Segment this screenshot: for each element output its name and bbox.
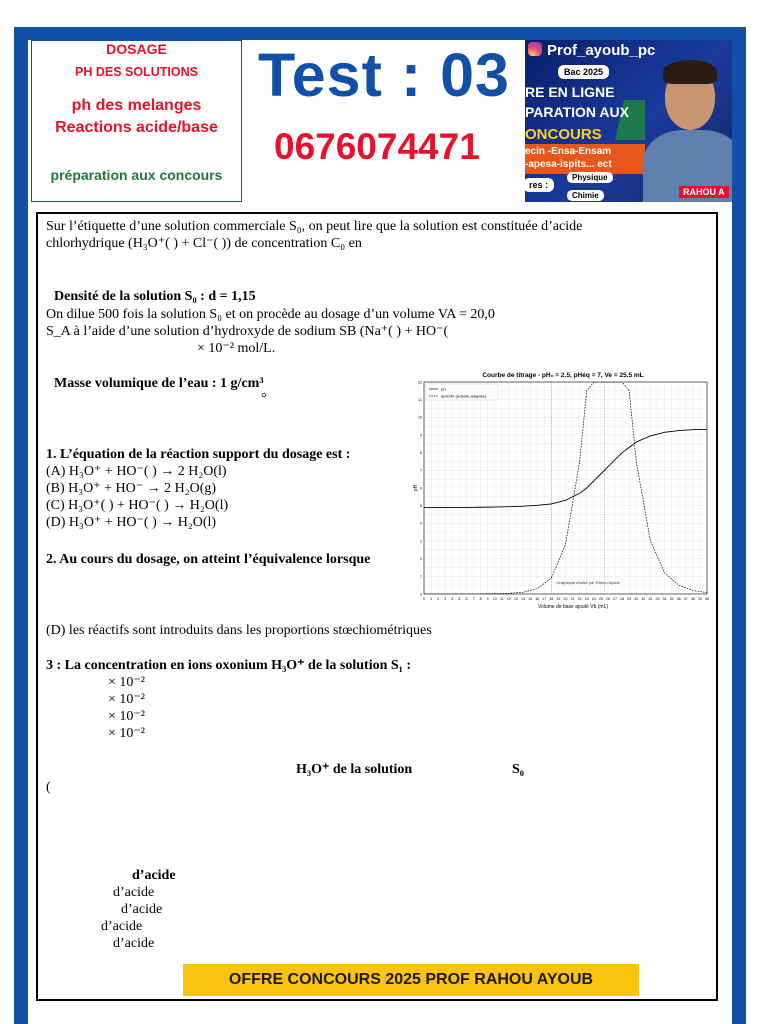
x-tick-label: 39 xyxy=(697,597,702,601)
x-tick-label: 38 xyxy=(690,597,695,601)
phone-number: 0676074471 xyxy=(274,126,480,167)
person-hair xyxy=(663,60,717,84)
intro-line-1: Sur l’étiquette d’une solution commerciale S₀, on peut lire que la solution est constituée d’acide xyxy=(46,219,583,234)
banner-res-badge: res : xyxy=(525,178,554,192)
x-tick-label: 6 xyxy=(465,597,468,601)
x-tick-label: 11 xyxy=(499,597,504,601)
banner-physique-badge: Physique xyxy=(567,172,613,183)
x-tick-label: 36 xyxy=(676,597,681,601)
x-tick-label: 13 xyxy=(513,597,518,601)
x-tick-label: 5 xyxy=(458,597,461,601)
y-tick-label: 2 xyxy=(420,556,422,561)
question-4-part-1: H₃O⁺ de la solution xyxy=(296,762,413,777)
chart-ylabel: pH xyxy=(413,484,419,492)
x-tick-label: 26 xyxy=(605,597,610,601)
y-tick-label: 1 xyxy=(420,574,422,579)
x-tick-label: 10 xyxy=(492,597,497,601)
y-tick-label: 10 xyxy=(418,415,422,420)
x-tick-label: 9 xyxy=(486,597,489,601)
x-tick-label: 40 xyxy=(705,597,709,601)
x-tick-label: 29 xyxy=(627,597,632,601)
x-tick-label: 34 xyxy=(662,597,667,601)
x-tick-label: 15 xyxy=(528,597,533,601)
y-tick-label: 5 xyxy=(420,503,422,508)
chart-ticks xyxy=(418,380,709,601)
q1-option-a: (A) H₃O⁺ + HO⁻( ) → 2 H₂O(l) xyxy=(46,464,227,479)
x-tick-label: 25 xyxy=(598,597,603,601)
acid-line-3: d’acide xyxy=(101,919,143,934)
x-tick-label: 33 xyxy=(655,597,660,601)
banner-line-1: RE EN LIGNE xyxy=(525,84,615,100)
x-tick-label: 28 xyxy=(620,597,625,601)
q1-option-b: (B) H₃O⁺ + HO⁻ → 2 H₂O(g) xyxy=(46,481,217,496)
topic-line-5: préparation aux concours xyxy=(50,167,223,183)
y-tick-label: 3 xyxy=(420,539,422,544)
x-tick-label: 24 xyxy=(591,597,596,601)
legend-label: dpH/dV (échelle adaptée) xyxy=(441,393,487,399)
chart-legend xyxy=(426,384,498,400)
acid-line-2: d’acide xyxy=(121,902,163,917)
x-tick-label: 27 xyxy=(613,597,618,601)
x-tick-label: 12 xyxy=(506,597,511,601)
banner-chimie-badge: Chimie xyxy=(567,190,604,201)
acid-line-4: d’acide xyxy=(113,936,155,951)
degree-symbol: ° xyxy=(261,391,267,406)
x-tick-label: 4 xyxy=(451,597,454,601)
x-tick-label: 22 xyxy=(577,597,582,601)
y-tick-label: 7 xyxy=(420,468,422,473)
q3-option-c: × 10⁻² xyxy=(108,709,145,724)
x-tick-label: 1 xyxy=(430,597,433,601)
chart-grid xyxy=(424,382,707,594)
x-tick-label: 23 xyxy=(584,597,589,601)
q1-option-c: (C) H₃O⁺( ) + HO⁻( ) → H₂O(l) xyxy=(46,498,229,513)
dilution-line-3: × 10⁻² mol/L. xyxy=(197,341,276,356)
banner-handle: Prof_ayoub_pc xyxy=(547,42,656,59)
q1-option-d: (D) H₃O⁺ + HO⁻( ) → H₂O(l) xyxy=(46,515,217,530)
x-tick-label: 37 xyxy=(683,597,688,601)
x-tick-label: 7 xyxy=(472,597,475,601)
y-tick-label: 6 xyxy=(420,486,422,491)
titration-chart xyxy=(413,368,713,612)
acid-line-0: d’acide xyxy=(132,868,176,883)
topic-card xyxy=(31,40,242,202)
question-2: 2. Au cours du dosage, on atteint l’équivalence lorsque xyxy=(46,552,371,567)
banner-line-3: ONCOURS xyxy=(525,126,602,143)
promo-banner xyxy=(525,40,732,202)
x-tick-label: 0 xyxy=(423,597,425,601)
topic-line-1: DOSAGE xyxy=(106,41,167,57)
x-tick-label: 21 xyxy=(570,597,575,601)
dilution-line-1: On dilue 500 fois la solution S₀ et on procède au dosage d’un volume VA = 20,0 xyxy=(46,307,495,322)
chart-xlabel: Volume de base ajouté Vb (mL) xyxy=(537,604,609,610)
footer-offer: OFFRE CONCOURS 2025 PROF RAHOU AYOUB xyxy=(183,964,639,996)
dilution-line-2: S_A à l’aide d’une solution d’hydroxyde de sodium SB (Na⁺( ) + HO⁻( xyxy=(46,324,449,339)
banner-line-2: PARATION AUX xyxy=(525,104,629,120)
chart-title: Courbe de titrage - pH₀ = 2.5, pHéq = 7, Ve = 25.5 mL xyxy=(482,372,644,379)
y-tick-label: 11 xyxy=(418,397,422,402)
topic-line-4: Reactions acide/base xyxy=(55,119,218,136)
legend-label: pH xyxy=(441,386,447,392)
banner-bac-badge: Bac 2025 xyxy=(558,65,609,79)
instagram-icon xyxy=(528,42,542,56)
y-tick-label: 9 xyxy=(420,433,422,438)
x-tick-label: 17 xyxy=(542,597,547,601)
x-tick-label: 14 xyxy=(521,597,526,601)
q2-option-d: (D) les réactifs sont introduits dans les proportions stœchiométriques xyxy=(46,623,432,638)
intro-line-2: chlorhydrique (H₃O⁺( ) + Cl⁻( )) de concentration C₀ en xyxy=(46,236,362,251)
open-paren: ( xyxy=(46,780,51,795)
y-tick-label: 12 xyxy=(418,380,422,385)
x-tick-label: 20 xyxy=(563,597,568,601)
x-tick-label: 18 xyxy=(549,597,554,601)
topic-line-3: ph des melanges xyxy=(71,97,202,114)
x-tick-label: 8 xyxy=(479,597,482,601)
y-tick-label: 4 xyxy=(420,521,422,526)
chart-annotation: Graphique réalisé par Rahou Ayoub xyxy=(556,580,620,585)
title-card xyxy=(244,40,525,202)
q3-option-a: × 10⁻² xyxy=(108,675,145,690)
x-tick-label: 32 xyxy=(648,597,653,601)
q3-option-b: × 10⁻² xyxy=(108,692,145,707)
question-1: 1. L’équation de la réaction support du dosage est : xyxy=(46,447,351,462)
banner-name-tag: RAHOU A xyxy=(679,186,729,198)
banner-line-4: ecin -Ensa-Ensam xyxy=(525,146,612,157)
x-tick-label: 3 xyxy=(444,597,447,601)
x-tick-label: 30 xyxy=(634,597,639,601)
titration-chart-svg xyxy=(413,368,713,612)
topic-line-2: PH DES SOLUTIONS xyxy=(75,65,198,79)
x-tick-label: 16 xyxy=(535,597,540,601)
acid-line-1: d’acide xyxy=(113,885,155,900)
q3-option-d: × 10⁻² xyxy=(108,726,145,741)
test-title: Test : 03 xyxy=(258,41,510,109)
x-tick-label: 2 xyxy=(437,597,440,601)
y-tick-label: 0 xyxy=(420,592,422,597)
y-tick-label: 8 xyxy=(420,450,422,455)
density-text: Densité de la solution S₀ : d = 1,15 xyxy=(54,289,256,304)
x-tick-label: 35 xyxy=(669,597,674,601)
x-tick-label: 31 xyxy=(641,597,646,601)
x-tick-label: 19 xyxy=(556,597,561,601)
banner-line-5: -apesa-ispits... ect xyxy=(525,159,612,170)
water-density-text: Masse volumique de l’eau : 1 g/cm³ xyxy=(54,376,264,391)
question-4-part-2: S₀ xyxy=(512,762,524,777)
question-3: 3 : La concentration en ions oxonium H₃O⁺ de la solution S₁ : xyxy=(46,658,412,673)
